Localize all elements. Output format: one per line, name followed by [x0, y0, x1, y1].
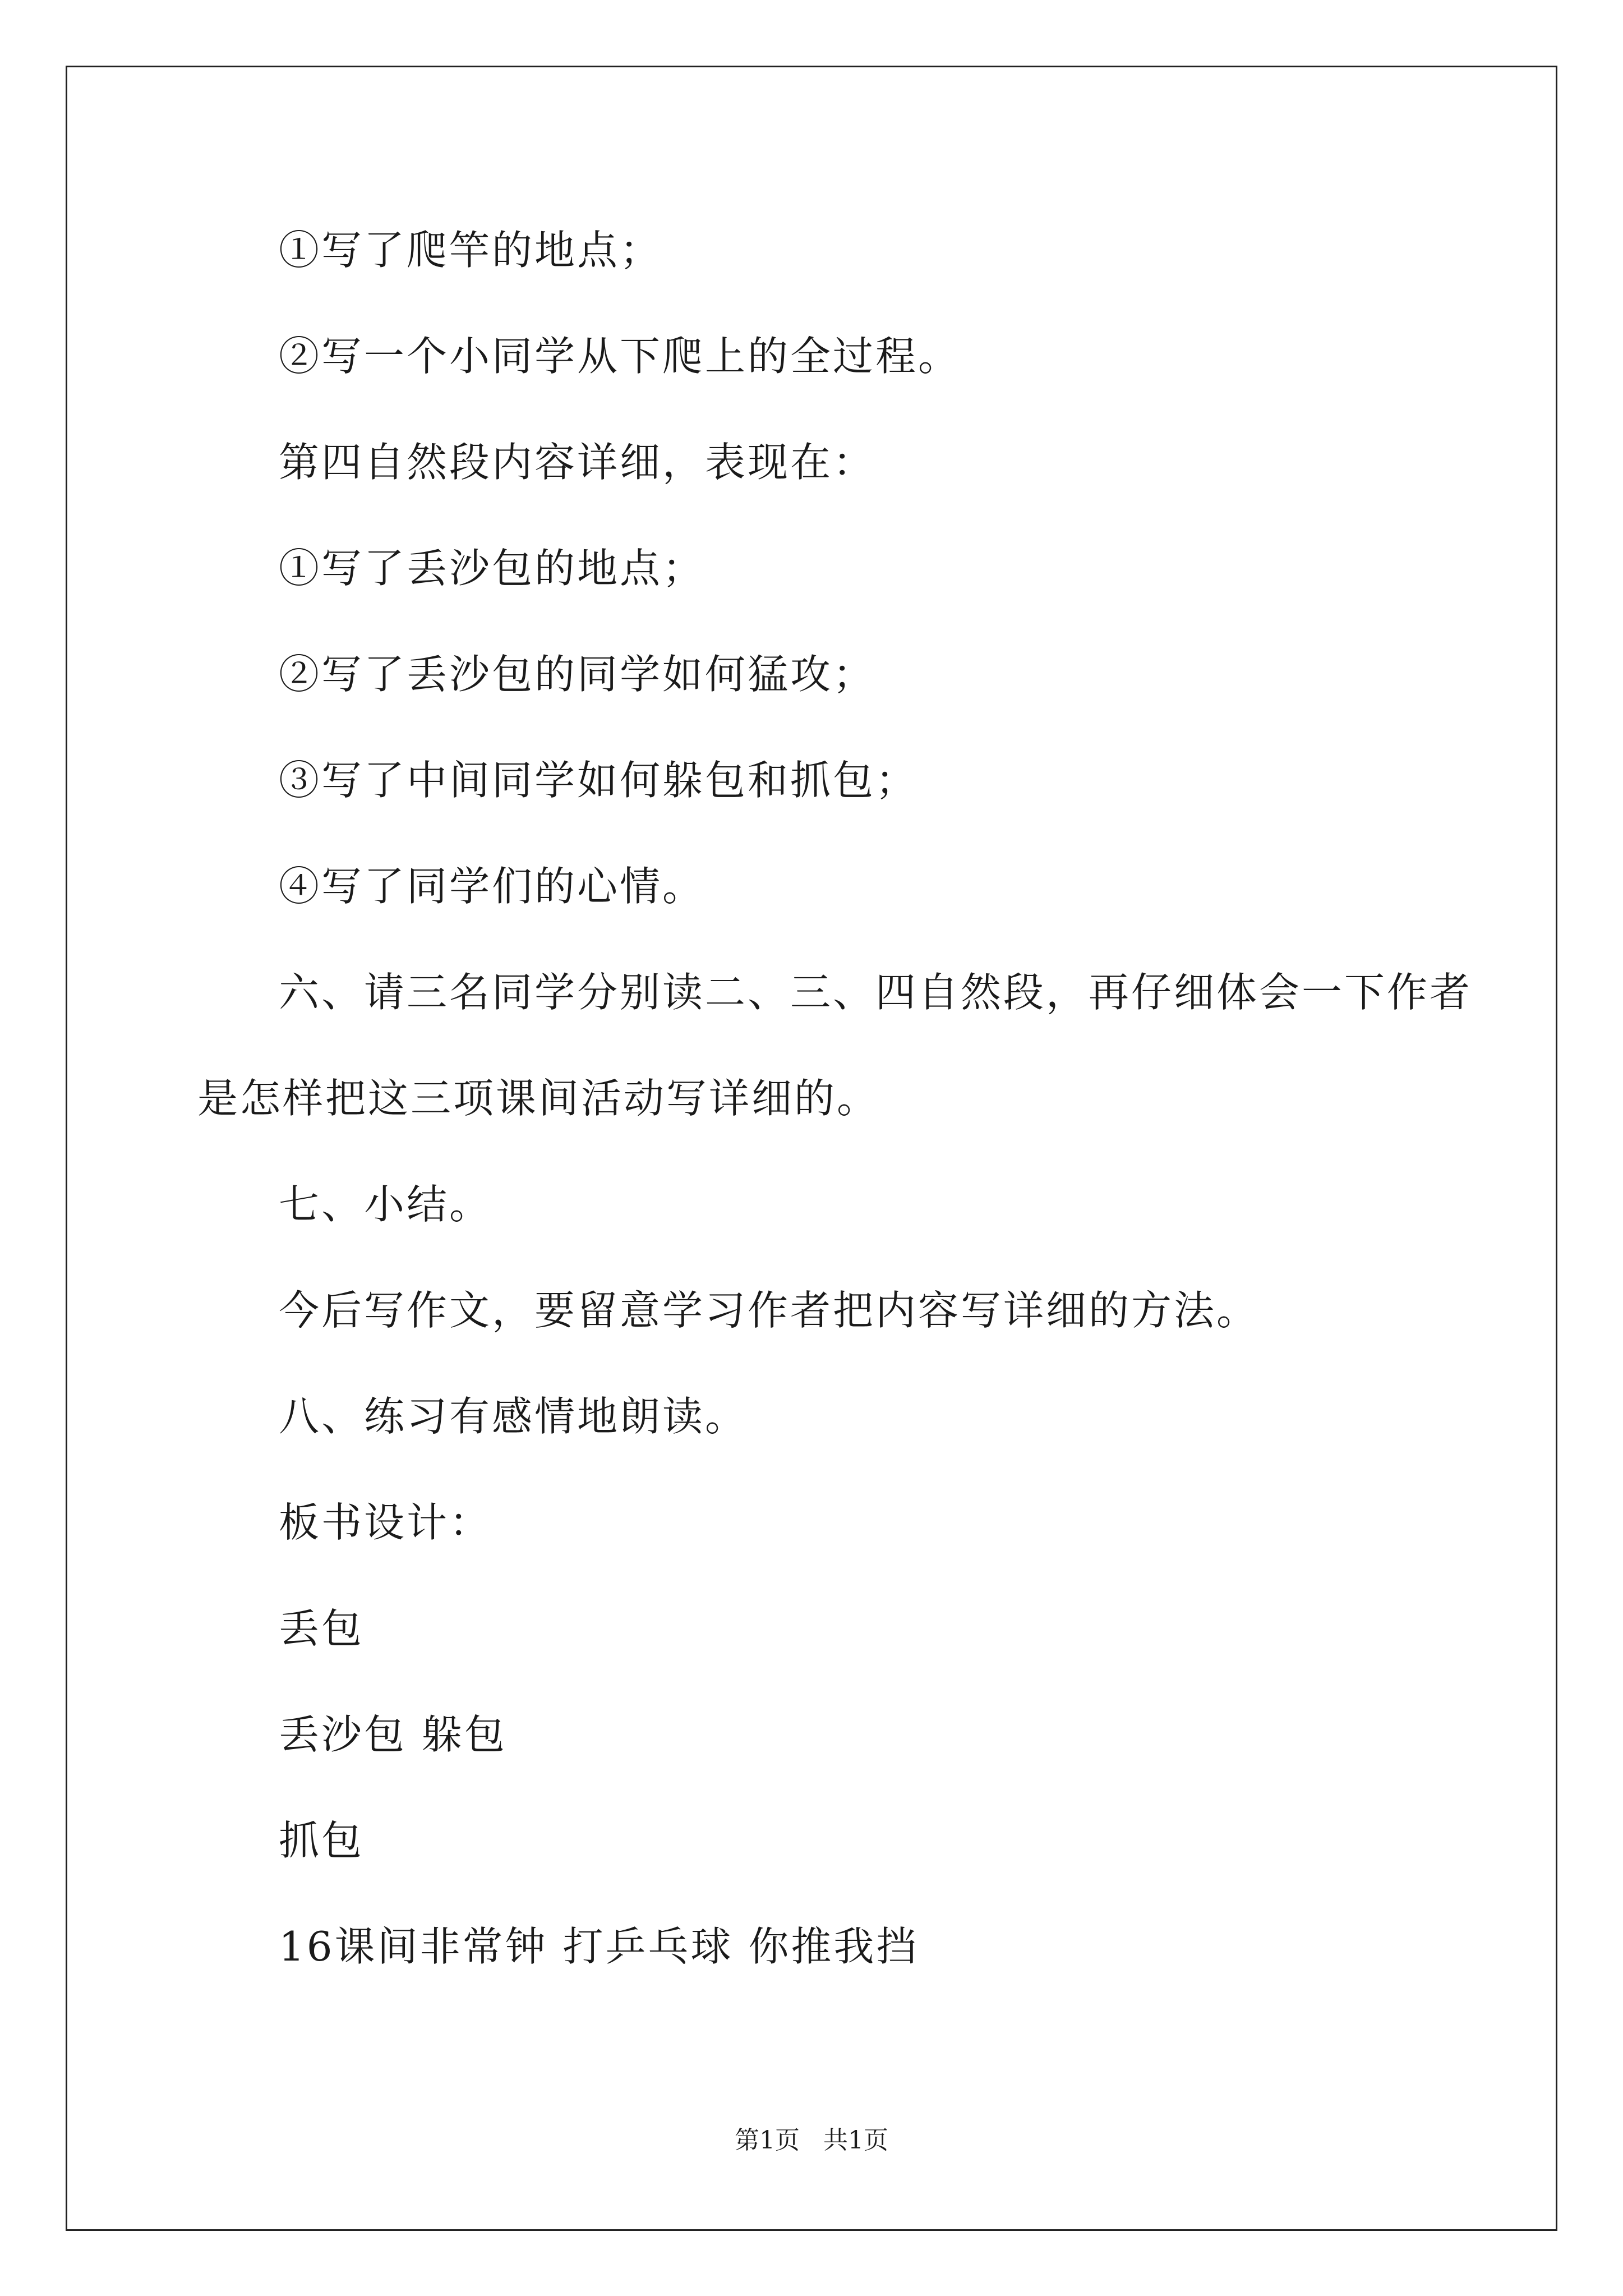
page-number-footer: 第1页 共1页: [735, 2126, 888, 2155]
paragraph: 16课间非常钟 打乒乓球 你推我挡: [279, 1923, 919, 1970]
paragraph: ②写了丢沙包的同学如何猛攻；: [279, 651, 876, 698]
paragraph-continuation: 是怎样把这三项课间活动写详细的。: [197, 1075, 880, 1122]
paragraph: 抓包: [279, 1817, 365, 1864]
paragraph: ②写一个小同学从下爬上的全过程。: [279, 333, 961, 380]
paragraph: 今后写作文，要留意学习作者把内容写详细的方法。: [279, 1287, 1260, 1334]
paragraph: ①写了爬竿的地点；: [279, 227, 663, 274]
paragraph: 板书设计：: [279, 1499, 492, 1546]
paragraph: 八、练习有感情地朗读。: [279, 1393, 748, 1440]
paragraph: 第四自然段内容详细，表现在：: [279, 439, 876, 486]
paragraph: ①写了丢沙包的地点；: [279, 545, 706, 592]
paragraph: 七、小结。: [279, 1181, 492, 1228]
paragraph: ③写了中间同学如何躲包和抓包；: [279, 757, 919, 804]
paragraph: 六、请三名同学分别读二、三、四自然段，再仔细体会一下作者: [279, 969, 1473, 1016]
paragraph: 丢沙包 躲包: [279, 1711, 507, 1758]
paragraph: 丢包: [279, 1605, 365, 1652]
paragraph: ④写了同学们的心情。: [279, 863, 706, 910]
